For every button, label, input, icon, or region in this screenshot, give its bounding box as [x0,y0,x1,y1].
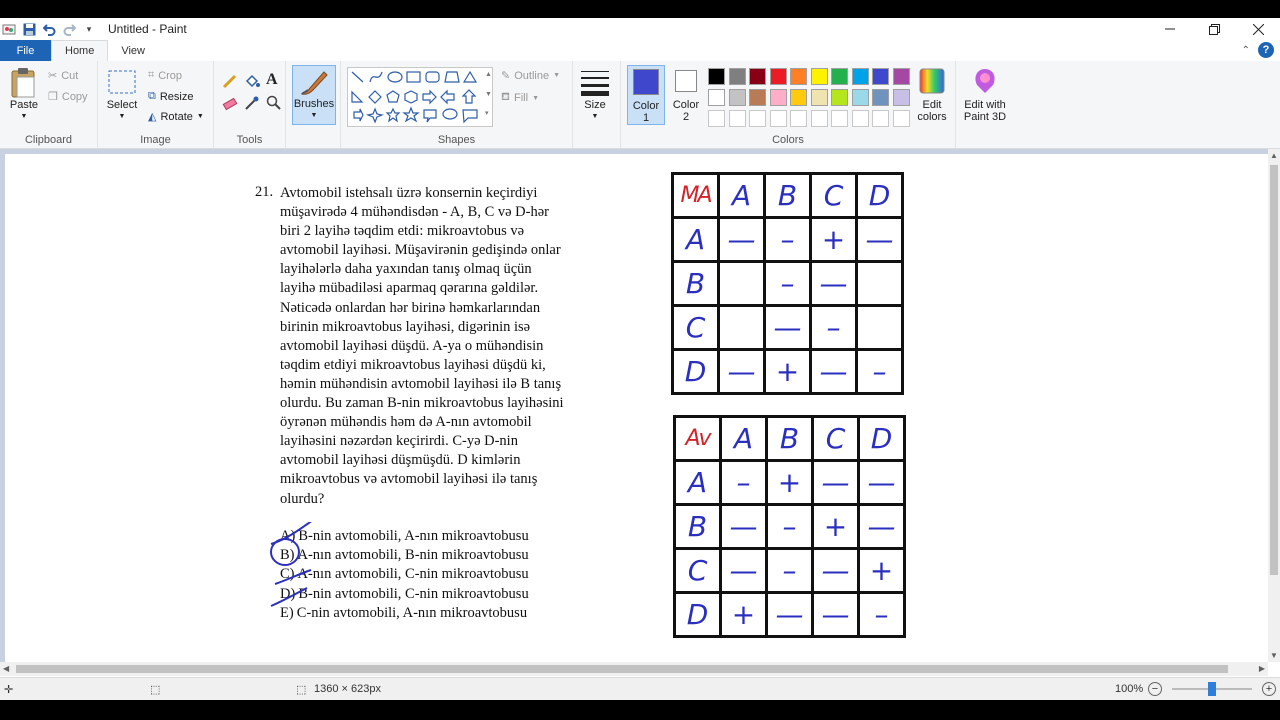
grid-cell: — [720,219,763,260]
undo-icon[interactable] [42,22,56,36]
grid-cell: — [860,462,903,503]
fill-bucket-icon[interactable] [244,73,260,89]
color1-label-line2: 1 [642,112,650,124]
cut-button[interactable] [48,69,78,82]
grid-cell: A [722,418,765,459]
paint-app-icon[interactable] [2,22,16,36]
grid-cell: — [814,462,857,503]
vertical-scrollbar[interactable] [1268,149,1280,662]
grid-cell: + [766,351,809,392]
grid-cell: – [860,594,903,635]
document-content [5,154,1268,662]
brush-icon [298,68,330,98]
question-line: layihələrlə daha yaxından tanış olmaq üçün [280,261,532,278]
scroll-up-icon[interactable]: ▲ [1270,151,1278,160]
color-swatch[interactable] [852,68,869,85]
fill-button[interactable] [501,91,539,105]
copy-icon: ❐ [48,91,58,103]
image-size-icon: ⬚ [296,683,307,696]
grid-cell: — [814,594,857,635]
option-letter: D) [280,585,296,602]
question-line: öyrənən mühəndis həm də A-nın avtomobil [280,414,532,431]
color1-button[interactable] [627,65,665,125]
clipboard-group [0,61,98,149]
zoom-out-button[interactable]: − [1148,682,1162,696]
paint3d-line1: Edit with [964,99,1006,111]
paste-icon [10,67,38,99]
shapes-group-label: Shapes [437,134,476,146]
edit-colors-button[interactable] [911,67,953,123]
grid-cell: + [812,219,855,260]
shapes-group [340,61,573,149]
grid-cell: — [858,219,901,260]
question-line: müşavirədə 4 mühəndisdən - A, B, C və D-hər [280,204,550,221]
option-letter: A) [280,528,296,544]
grid-cell: — [722,506,765,547]
question-line: Avtomobil istehsalı üzrə konsernin keçirdiyi [280,185,538,201]
grid-cell: — [814,550,857,591]
color-swatch[interactable] [749,89,766,106]
color-swatch[interactable] [831,89,848,106]
quick-access-toolbar [0,22,96,36]
chevron-down-icon: ▼ [310,112,318,119]
grid-cell: C [676,550,719,591]
ribbon-tabs [0,40,1280,61]
color-swatch[interactable] [708,68,725,85]
minimize-button[interactable] [1148,18,1192,40]
grid-cell [720,263,763,304]
question-line: olurdu. Bu zaman B-nin mikroavtobus layihəsini [280,395,564,412]
restore-button[interactable] [1192,18,1236,40]
horizontal-scrollbar[interactable] [0,662,1268,676]
microbus-grid [671,172,904,395]
question-line: birinin mikroavtobus layihəsi, digərinin isə [280,318,531,335]
chevron-down-icon: ▼ [196,113,204,120]
grid-cell: — [860,506,903,547]
crop-icon: ⌗ [148,69,155,81]
tab-view[interactable]: View [121,44,145,57]
horizontal-scroll-thumb[interactable] [16,665,1228,673]
color-swatch[interactable] [729,68,746,85]
resize-button[interactable] [148,90,193,103]
grid-cell: C [814,418,857,459]
grid-cell: – [812,307,855,348]
color-swatch[interactable] [790,110,807,127]
grid-cell: D [858,175,901,216]
grid-cell: B [766,175,809,216]
color-picker-icon[interactable] [244,95,260,111]
question-line: avtomobil layihəsi düşdü. A-ya o mühəndisin [280,337,544,354]
option-text: A-nın avtomobili, B-nin mikroavtobusu [297,547,529,564]
question-line: layihə mübadiləsi aparmaq qərarına gəldilər. [280,280,539,297]
outline-pen-icon: ✎ [501,70,511,82]
window-title: Untitled - Paint [108,22,187,36]
paste-label: Paste [9,99,39,111]
chevron-up-icon[interactable]: ⌃ [1241,44,1250,56]
color-swatch[interactable] [790,68,807,85]
fill-label: Fill [514,92,529,104]
grid-cell: + [722,594,765,635]
grid-cell: B [676,506,719,547]
shapes-scroll-up-icon[interactable]: ▲ [485,71,492,78]
grid-cell: + [860,550,903,591]
window-controls [1148,18,1280,40]
status-bar [0,677,1280,700]
option-text: B-nin avtomobili, C-nin mikroavtobusu [298,585,529,602]
color-swatch[interactable] [770,89,787,106]
brushes-label: Brushes [293,98,335,110]
color-swatch[interactable] [811,110,828,127]
color-swatch[interactable] [729,110,746,127]
color-swatch[interactable] [749,68,766,85]
tools-group-label: Tools [236,134,263,146]
color-swatch[interactable] [831,68,848,85]
option-text: A-nın avtomobili, C-nin mikroavtobusu [297,566,529,583]
color-swatch[interactable] [790,89,807,106]
grid-cell [720,307,763,348]
chevron-down-icon: ▼ [118,113,126,120]
size-button[interactable] [576,67,614,123]
question-text [280,184,610,509]
color-swatch[interactable] [811,68,828,85]
tab-file[interactable]: File [0,40,51,61]
line-size-icon [579,67,611,97]
question-line: təqdim etdiyi mikroavtobus layihəsi düşdü ki, [280,356,546,373]
grid-cell: MA [674,175,717,216]
grid-cell: — [720,351,763,392]
fill-icon: ⛾ [501,91,510,103]
grid-cell [858,307,901,348]
grid-cell: — [812,351,855,392]
grid-cell: C [812,175,855,216]
save-icon[interactable] [22,22,36,36]
vertical-scroll-thumb[interactable] [1270,165,1278,575]
grid-cell: B [768,418,811,459]
resize-icon: ⧉ [148,90,156,102]
grid-cell: — [768,594,811,635]
eraser-icon[interactable] [222,95,238,111]
copy-button[interactable] [48,90,88,103]
color-swatch[interactable] [872,110,889,127]
zoom-in-button[interactable]: + [1262,682,1276,696]
shapes-gallery[interactable] [347,67,493,127]
grid-cell: Av [676,418,719,459]
color2-button[interactable] [667,65,705,125]
text-tool-icon[interactable]: A [266,71,278,88]
zoom-level: 100% [1115,683,1144,695]
crop-button[interactable] [148,69,182,82]
grid-cell: – [722,462,765,503]
outline-button[interactable] [501,69,560,82]
paint3d-icon [971,67,999,95]
color-wheel-icon [918,67,946,95]
clipboard-group-label: Clipboard [24,134,73,146]
chevron-down-icon: ▼ [553,72,561,79]
rotate-label: Rotate [160,110,193,123]
grid-cell: — [812,263,855,304]
shapes-expand-icon[interactable]: ▾ [485,110,489,117]
customize-quick-access-icon[interactable]: ▾ [86,23,92,34]
grid-cell: D [676,594,719,635]
canvas-area [0,149,1268,662]
grid-cell: A [676,462,719,503]
resize-label: Resize [159,90,194,103]
color2-swatch [675,70,697,92]
help-icon[interactable]: ? [1258,42,1274,58]
tab-home[interactable]: Home [51,40,108,61]
question-line: olurdu? [280,490,325,507]
scissors-icon: ✂ [48,70,58,82]
rotate-button[interactable] [148,110,204,123]
edit-colors-line1: Edit [922,99,942,111]
edit-with-paint3d-button[interactable] [960,67,1010,123]
grid-cell: – [858,351,901,392]
chevron-down-icon: ▼ [20,113,28,120]
color-swatch[interactable] [770,110,787,127]
option-letter: E) [280,604,294,621]
colors-group-label: Colors [772,134,804,146]
color-swatch[interactable] [893,89,910,106]
brushes-button[interactable] [292,65,336,125]
select-button[interactable] [106,67,138,123]
scroll-right-icon[interactable]: ▶ [1258,664,1265,673]
paste-button[interactable] [8,67,40,123]
paint3d-line2: Paint 3D [963,111,1007,123]
grid-cell: – [768,550,811,591]
grid-cell: A [720,175,763,216]
shapes-gallery-icons [348,68,492,126]
tabs-right-controls [1242,42,1274,58]
cut-label: Cut [61,69,79,82]
cursor-position-icon: ✛ [4,683,14,696]
grid-cell: – [768,506,811,547]
color-swatch[interactable] [749,110,766,127]
shapes-scroll-down-icon[interactable]: ▼ [485,91,492,98]
magnifier-icon[interactable] [266,95,282,111]
grid-cell: + [768,462,811,503]
option-letter: C) [280,566,295,583]
color-swatch[interactable] [872,68,889,85]
color-swatch[interactable] [872,89,889,106]
question-line: avtomobil layihəsi. Müşavirənin gedişində onlar [280,242,561,259]
pencil-icon[interactable] [222,73,238,89]
close-button[interactable] [1236,18,1280,40]
outline-label: Outline [514,69,550,82]
selection-size-icon: ⬚ [150,683,161,696]
grid-cell: D [674,351,717,392]
chevron-down-icon: ▼ [591,113,599,120]
edit-colors-line2: colors [917,111,947,123]
color-swatch[interactable] [831,110,848,127]
grid-cell: C [674,307,717,348]
color-swatch[interactable] [708,89,725,106]
grid-cell [858,263,901,304]
color-swatch[interactable] [852,110,869,127]
color-swatch[interactable] [893,110,910,127]
color-swatch[interactable] [852,89,869,106]
handwritten-answer-marks [265,522,325,622]
question-line: avtomobil layihəsi düşmüşdü. D kimlərin [280,452,521,469]
redo-icon[interactable] [62,22,76,36]
grid-cell: – [766,263,809,304]
crop-label: Crop [158,69,183,82]
scroll-down-icon[interactable]: ▼ [1270,651,1278,660]
question-line: həmin mühəndisin avtomobil layihəsi ilə B tanış [280,375,562,392]
colors-group [620,61,956,149]
grid-cell: – [766,219,809,260]
option-text: C-nin avtomobili, A-nın mikroavtobusu [296,604,528,621]
chevron-down-icon: ▼ [532,94,539,102]
color2-label-line1: Color [672,99,700,111]
option-text: B-nin avtomobili, A-nın mikroavtobusu [298,528,529,544]
image-group [98,61,214,149]
image-dimensions: 1360 × 623px [314,683,381,695]
select-label: Select [106,99,138,111]
question-line: biri 2 layihə təqdim etdi: mikroavtobus və [280,223,525,240]
option-letter: B) [280,547,295,564]
drawing-canvas[interactable] [5,154,1268,662]
zoom-slider-thumb[interactable] [1208,682,1216,696]
copy-label: Copy [61,90,88,103]
question-line: layihəsini nəzərdən keçirirdi. C-yə D-nin [280,433,518,450]
question-line: Nəticədə onlardan hər birinə həmkarlarından [280,299,541,316]
car-grid [673,415,906,638]
color-swatch[interactable] [770,68,787,85]
color-swatch[interactable] [708,110,725,127]
color1-label-line1: Color [632,100,660,112]
tools-group [214,61,286,149]
grid-cell: — [722,550,765,591]
grid-cell: B [674,263,717,304]
grid-cell: A [674,219,717,260]
color-swatch[interactable] [729,89,746,106]
title-bar [0,18,1280,40]
grid-cell: D [860,418,903,459]
scroll-left-icon[interactable]: ◀ [3,664,10,673]
image-group-label: Image [140,134,171,146]
color-swatch[interactable] [811,89,828,106]
color1-swatch [633,69,659,95]
color2-label-line2: 2 [682,111,690,123]
color-swatch[interactable] [893,68,910,85]
size-label: Size [584,99,606,111]
ribbon [0,61,1280,149]
paint-window [0,18,1280,700]
select-rectangle-icon [107,67,137,97]
question-line: mikroavtobus və avtomobil layihəsi ilə tanış [280,471,538,488]
rotate-icon: ◭ [148,111,157,123]
question-number: 21. [255,184,274,200]
grid-cell: — [766,307,809,348]
grid-cell: + [814,506,857,547]
